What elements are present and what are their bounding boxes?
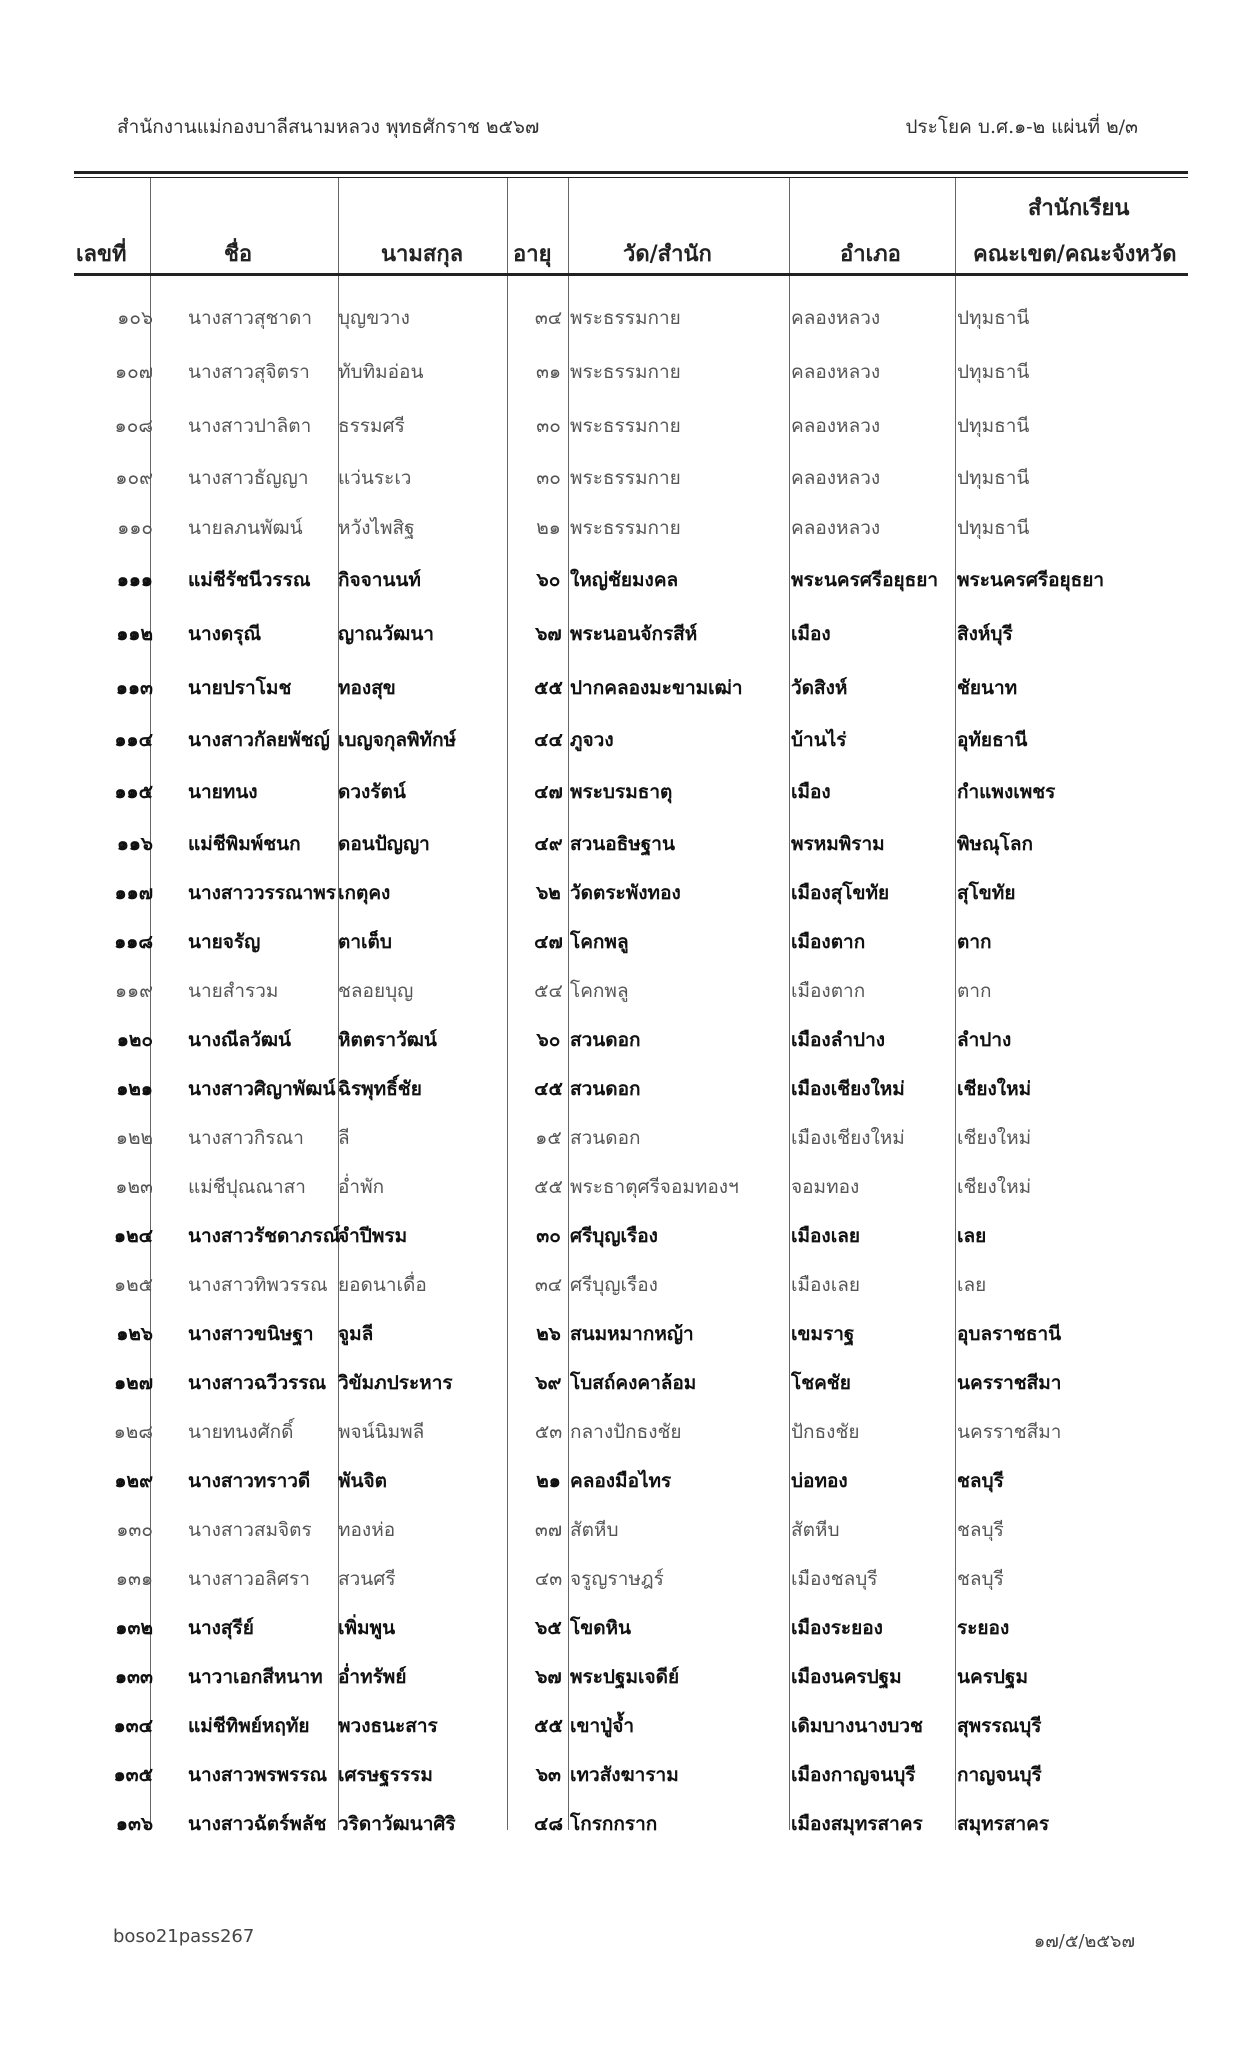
- row-province: สิงห์บุรี: [957, 623, 1013, 645]
- table-row: [74, 289, 1188, 338]
- row-name: นายปราโมช: [188, 677, 292, 699]
- row-number: ๑๒๕: [114, 1274, 153, 1296]
- row-district: วัดสิงห์: [791, 677, 848, 699]
- row-temple: กลางปักธงชัย: [570, 1421, 682, 1443]
- row-province: เชียงใหม่: [957, 1127, 1032, 1149]
- table-row: [74, 1060, 1188, 1109]
- column-header-temple: วัด/สำนัก: [623, 241, 712, 267]
- row-age: ๖๒: [536, 882, 561, 904]
- row-district: คลองหลวง: [791, 467, 881, 489]
- row-age: ๒๖: [536, 1323, 561, 1345]
- table-top-rule-thin: [74, 177, 1188, 178]
- row-surname: ทองห่อ: [338, 1519, 396, 1541]
- row-province: ชลบุรี: [957, 1470, 1004, 1492]
- page-header-left: สำนักงานแม่กองบาลีสนามหลวง พุทธศักราช ๒๕๖๗: [117, 116, 540, 138]
- table-row: [74, 1403, 1188, 1452]
- row-number: ๑๓๔: [113, 1715, 153, 1737]
- row-number: ๑๒๖: [116, 1323, 153, 1345]
- row-name: นางสาวฉัตร์พลัช: [188, 1813, 327, 1835]
- row-province: เชียงใหม่: [957, 1078, 1032, 1100]
- row-district: เดิมบางนางบวช: [791, 1715, 923, 1737]
- row-age: ๓๐: [536, 467, 561, 489]
- row-province: เลย: [957, 1225, 987, 1247]
- row-name: นายสำรวม: [188, 980, 279, 1002]
- row-surname: ญาณวัฒนา: [338, 623, 434, 645]
- row-temple: ปากคลองมะขามเฒ่า: [570, 677, 743, 699]
- table-row: [74, 962, 1188, 1011]
- row-name: แม่ชีพิมพ์ชนก: [188, 833, 301, 855]
- row-district: เมืองตาก: [791, 931, 866, 953]
- table-row: [74, 1795, 1188, 1844]
- row-number: ๑๒๗: [114, 1372, 153, 1394]
- row-age: ๔๔: [534, 729, 563, 751]
- row-temple: วัดตระพังทอง: [570, 882, 681, 904]
- page-footer-left: boso21pass267: [113, 1926, 255, 1947]
- table-row: [74, 1305, 1188, 1354]
- row-age: ๖๙: [535, 1372, 562, 1394]
- row-district: บ้านไร่: [791, 729, 847, 751]
- row-district: บ่อทอง: [791, 1470, 848, 1492]
- table-row: [74, 1011, 1188, 1060]
- row-age: ๖๐: [536, 1029, 561, 1051]
- row-surname: เกตุคง: [338, 882, 391, 904]
- row-temple: สวนดอก: [570, 1127, 641, 1149]
- row-name: นางสาวขนิษฐา: [188, 1323, 314, 1345]
- row-name: นายจรัญ: [188, 931, 261, 953]
- table-row: [74, 1599, 1188, 1648]
- row-district: คลองหลวง: [791, 361, 881, 383]
- row-number: ๑๐๗: [115, 361, 153, 383]
- row-surname: พจน์นิมพลี: [338, 1421, 425, 1443]
- row-district: พระนครศรีอยุธยา: [791, 569, 939, 591]
- row-surname: ทองสุข: [338, 677, 396, 699]
- table-row: [74, 343, 1188, 392]
- row-province: นครราชสีมา: [957, 1372, 1062, 1394]
- row-name: นาวาเอกสีหนาท: [188, 1666, 323, 1688]
- row-age: ๔๓: [534, 1568, 563, 1590]
- row-province: ชลบุรี: [957, 1519, 1004, 1541]
- row-age: ๓๑: [535, 361, 562, 383]
- row-surname: ตาเต็บ: [338, 931, 392, 953]
- row-surname: ทับทิมอ่อน: [338, 361, 424, 383]
- row-name: นางสาวปาลิตา: [188, 415, 312, 437]
- row-province: อุบลราชธานี: [957, 1323, 1062, 1345]
- row-surname: ยอดนาเดื่อ: [338, 1274, 427, 1296]
- row-surname: ลี: [338, 1127, 350, 1149]
- row-surname: พวงธนะสาร: [338, 1715, 438, 1737]
- row-temple: พระธรรมกาย: [570, 361, 681, 383]
- table-row: [74, 1746, 1188, 1795]
- row-age: ๖๓: [535, 1764, 562, 1786]
- row-name: แม่ชีปุณณาสา: [188, 1176, 306, 1198]
- table-row: [74, 1207, 1188, 1256]
- row-number: ๑๐๖: [117, 307, 153, 329]
- row-province: ตาก: [957, 980, 992, 1002]
- row-name: นางสาวสุจิตรา: [188, 361, 310, 383]
- row-province: กำแพงเพชร: [957, 781, 1056, 803]
- row-number: ๑๐๙: [115, 467, 153, 489]
- row-number: ๑๑๘: [114, 931, 153, 953]
- row-name: นางสุรีย์: [188, 1617, 254, 1639]
- row-temple: จรูญราษฎร์: [570, 1568, 664, 1590]
- row-surname: จูมลี: [338, 1323, 374, 1345]
- row-name: แม่ชีรัชนีวรรณ: [188, 569, 311, 591]
- table-header-rule: [74, 273, 1188, 276]
- row-surname: ดอนปัญญา: [338, 833, 430, 855]
- row-district: พรหมพิราม: [791, 833, 885, 855]
- row-temple: พระธรรมกาย: [570, 517, 681, 539]
- row-number: ๑๑๖: [116, 833, 153, 855]
- row-surname: ดวงรัตน์: [338, 781, 406, 803]
- row-district: คลองหลวง: [791, 415, 881, 437]
- row-age: ๒๑: [536, 517, 561, 539]
- row-name: นางสาววรรณาพร: [188, 882, 336, 904]
- row-province: ลำปาง: [957, 1029, 1012, 1051]
- row-district: เมืองเชียงใหม่: [791, 1078, 905, 1100]
- row-temple: พระบรมธาตุ: [570, 781, 673, 803]
- row-name: นายทนงศักดิ์: [188, 1421, 294, 1443]
- row-province: ปทุมธานี: [957, 517, 1030, 539]
- row-age: ๕๔: [534, 980, 563, 1002]
- row-province: พระนครศรีอยุธยา: [957, 569, 1105, 591]
- row-number: ๑๓๐: [116, 1519, 153, 1541]
- row-district: เมืองเลย: [791, 1225, 860, 1247]
- table-row: [74, 449, 1188, 498]
- row-age: ๕๕: [534, 677, 563, 699]
- table-row: [74, 864, 1188, 913]
- row-district: สัตหีบ: [791, 1519, 840, 1541]
- row-name: นางสาวอลิศรา: [188, 1568, 310, 1590]
- row-age: ๓๐: [536, 1225, 561, 1247]
- row-temple: ศรีบุญเรือง: [570, 1274, 658, 1296]
- row-surname: วริดาวัฒนาศิริ: [338, 1813, 456, 1835]
- row-province: พิษณุโลก: [957, 833, 1034, 855]
- row-temple: สวนอธิษฐาน: [570, 833, 675, 855]
- row-province: สุโขทัย: [957, 882, 1016, 904]
- row-temple: ใหญ่ชัยมงคล: [570, 569, 679, 591]
- row-number: ๑๓๒: [115, 1617, 153, 1639]
- row-surname: อ่ำพัก: [338, 1176, 385, 1198]
- table-top-rule: [74, 171, 1188, 174]
- row-district: เมือง: [791, 623, 831, 645]
- row-province: ระยอง: [957, 1617, 1010, 1639]
- row-surname: สวนศรี: [338, 1568, 396, 1590]
- row-number: ๑๒๙: [114, 1470, 153, 1492]
- row-name: นางสาวรัชดาภรณ์: [188, 1225, 341, 1247]
- row-district: จอมทอง: [791, 1176, 860, 1198]
- row-number: ๑๑๑: [116, 569, 153, 591]
- row-district: คลองหลวง: [791, 517, 881, 539]
- row-age: ๑๕: [535, 1127, 562, 1149]
- row-age: ๓๔: [534, 1274, 563, 1296]
- row-temple: พระนอนจักรสีห์: [570, 623, 698, 645]
- row-surname: วิขัมภประหาร: [338, 1372, 453, 1394]
- row-surname: เพิ่มพูน: [338, 1617, 396, 1639]
- row-name: นายลภนพัฒน์: [188, 517, 303, 539]
- row-age: ๔๗: [534, 781, 563, 803]
- row-province: ปทุมธานี: [957, 307, 1030, 329]
- row-number: ๑๒๓: [115, 1176, 153, 1198]
- row-temple: โคกพลู: [570, 980, 629, 1002]
- table-row: [74, 763, 1188, 812]
- row-number: ๑๐๘: [114, 415, 153, 437]
- row-temple: ภูจวง: [570, 729, 614, 751]
- row-province: ปทุมธานี: [957, 415, 1030, 437]
- row-name: นางดรุณี: [188, 623, 262, 645]
- page-footer-right: ๑๗/๕/๒๕๖๗: [1033, 1931, 1135, 1952]
- row-district: เมืองเชียงใหม่: [791, 1127, 905, 1149]
- row-surname: พันจิต: [338, 1470, 387, 1492]
- row-surname: ชลอยบุญ: [338, 980, 414, 1002]
- row-district: เมือง: [791, 781, 831, 803]
- row-temple: พระธรรมกาย: [570, 415, 681, 437]
- row-age: ๒๑: [536, 1470, 561, 1492]
- row-age: ๓๗: [534, 1519, 563, 1541]
- table-row: [74, 397, 1188, 446]
- column-header-surname: นามสกุล: [381, 241, 464, 267]
- row-district: เมืองชลบุรี: [791, 1568, 878, 1590]
- row-surname: เศรษฐรรรม: [338, 1764, 433, 1786]
- row-province: ตาก: [957, 931, 992, 953]
- row-temple: สัตหีบ: [570, 1519, 619, 1541]
- table-row: [74, 1158, 1188, 1207]
- row-province: ปทุมธานี: [957, 361, 1030, 383]
- row-age: ๖๐: [536, 569, 561, 591]
- column-header-no: เลขที่: [76, 241, 127, 267]
- table-row: [74, 605, 1188, 654]
- row-age: ๖๗: [535, 1666, 562, 1688]
- row-temple: สนมหมากหญ้า: [570, 1323, 694, 1345]
- column-header-province: คณะเขต/คณะจังหวัด: [973, 241, 1177, 267]
- row-name: นางสาวทราวดี: [188, 1470, 311, 1492]
- row-number: ๑๒๐: [116, 1029, 153, 1051]
- row-name: นางสาวฉวีวรรณ: [188, 1372, 327, 1394]
- table-row: [74, 913, 1188, 962]
- column-header-name: ชื่อ: [224, 241, 253, 267]
- row-age: ๔๙: [534, 833, 563, 855]
- row-surname: ฉิรพุทธิ์ชัย: [338, 1078, 422, 1100]
- row-age: ๔๘: [533, 1813, 564, 1835]
- column-header-school: สำนักเรียน: [1028, 195, 1130, 221]
- row-surname: ธรรมศรี: [338, 415, 405, 437]
- row-district: เขมราฐ: [791, 1323, 855, 1345]
- row-number: ๑๓๓: [114, 1666, 153, 1688]
- row-province: สมุทรสาคร: [957, 1813, 1050, 1835]
- row-surname: แว่นระเว: [338, 467, 412, 489]
- row-province: เชียงใหม่: [957, 1176, 1032, 1198]
- row-district: ปักธงชัย: [791, 1421, 860, 1443]
- row-number: ๑๒๑: [116, 1078, 153, 1100]
- row-name: นางสาวทิพวรรณ: [188, 1274, 328, 1296]
- row-number: ๑๒๒: [115, 1127, 153, 1149]
- row-surname: จำปีพรม: [338, 1225, 408, 1247]
- row-age: ๕๕: [534, 1715, 563, 1737]
- row-province: ชัยนาท: [957, 677, 1018, 699]
- table-row: [74, 1256, 1188, 1305]
- table-row: [74, 1550, 1188, 1599]
- row-age: ๖๗: [535, 623, 562, 645]
- row-age: ๕๕: [534, 1176, 563, 1198]
- row-temple: โขดหิน: [570, 1617, 632, 1639]
- row-district: เมืองกาญจนบุรี: [791, 1764, 916, 1786]
- row-number: ๑๒๔: [114, 1225, 153, 1247]
- table-row: [74, 1501, 1188, 1550]
- row-province: ชลบุรี: [957, 1568, 1004, 1590]
- row-district: เมืองลำปาง: [791, 1029, 886, 1051]
- row-name: แม่ชีทิพย์หฤทัย: [188, 1715, 310, 1737]
- row-surname: บุญขวาง: [338, 307, 410, 329]
- row-temple: โกรกกราก: [570, 1813, 658, 1835]
- row-name: นางสาวสุชาดา: [188, 307, 313, 329]
- row-number: ๑๑๗: [114, 882, 153, 904]
- row-province: อุทัยธานี: [957, 729, 1028, 751]
- row-number: ๑๓๕: [113, 1764, 153, 1786]
- row-province: สุพรรณบุรี: [957, 1715, 1042, 1737]
- row-surname: หวังไพสิฐ: [338, 517, 415, 539]
- row-name: นางสาวพรพรรณ: [188, 1764, 328, 1786]
- row-name: นางสาวธัญญา: [188, 467, 309, 489]
- row-temple: พระธรรมกาย: [570, 307, 681, 329]
- row-temple: พระปฐมเจดีย์: [570, 1666, 680, 1688]
- row-number: ๑๑๕: [114, 781, 153, 803]
- row-number: ๑๑๔: [114, 729, 153, 751]
- table-row: [74, 1109, 1188, 1158]
- row-temple: พระธาตุศรีจอมทองฯ: [570, 1176, 739, 1198]
- row-temple: โคกพลู: [570, 931, 629, 953]
- row-age: ๖๕: [535, 1617, 562, 1639]
- row-district: คลองหลวง: [791, 307, 881, 329]
- row-temple: สวนดอก: [570, 1029, 641, 1051]
- table-row: [74, 1648, 1188, 1697]
- row-district: เมืองตาก: [791, 980, 866, 1002]
- row-age: ๔๗: [534, 931, 563, 953]
- row-province: กาญจนบุรี: [957, 1764, 1042, 1786]
- row-number: ๑๑๒: [116, 623, 153, 645]
- table-row: [74, 1452, 1188, 1501]
- table-row: [74, 659, 1188, 708]
- page-header-right: ประโยค บ.ศ.๑-๒ แผ่นที่ ๒/๓: [905, 116, 1138, 138]
- row-name: นางสาวกัลยพัชญ์: [188, 729, 330, 751]
- table-row: [74, 1697, 1188, 1746]
- row-province: นครปฐม: [957, 1666, 1028, 1688]
- row-name: นางสาวศิญาพัฒน์: [188, 1078, 336, 1100]
- row-district: เมืองนครปฐม: [791, 1666, 902, 1688]
- row-district: เมืองสุโขทัย: [791, 882, 890, 904]
- row-district: เมืองระยอง: [791, 1617, 883, 1639]
- row-district: โชคชัย: [791, 1372, 851, 1394]
- row-temple: ศรีบุญเรือง: [570, 1225, 658, 1247]
- row-temple: คลองมือไทร: [570, 1470, 672, 1492]
- row-province: เลย: [957, 1274, 987, 1296]
- row-number: ๑๑๐: [117, 517, 153, 539]
- row-temple: เขาปู่จ้ำ: [570, 1715, 635, 1737]
- row-temple: พระธรรมกาย: [570, 467, 681, 489]
- row-surname: หิตตราวัฒน์: [338, 1029, 437, 1051]
- row-number: ๑๒๘: [113, 1421, 153, 1443]
- column-header-age: อายุ: [513, 241, 552, 267]
- table-row: [74, 711, 1188, 760]
- row-surname: กิจจานนท์: [338, 569, 421, 591]
- row-province: ปทุมธานี: [957, 467, 1030, 489]
- row-district: เมืองเลย: [791, 1274, 860, 1296]
- row-name: นายทนง: [188, 781, 258, 803]
- row-number: ๑๑๓: [115, 677, 153, 699]
- table-row: [74, 551, 1188, 600]
- row-surname: เบญจกุลพิทักษ์: [338, 729, 457, 751]
- row-temple: โบสถ์คงคาล้อม: [570, 1372, 697, 1394]
- row-surname: อ่ำทรัพย์: [338, 1666, 407, 1688]
- row-number: ๑๓๖: [115, 1813, 153, 1835]
- table-row: [74, 499, 1188, 548]
- row-district: เมืองสมุทรสาคร: [791, 1813, 923, 1835]
- row-age: ๕๓: [534, 1421, 563, 1443]
- row-temple: เทวสังฆาราม: [570, 1764, 679, 1786]
- row-name: นางสาวสมจิตร: [188, 1519, 312, 1541]
- row-number: ๑๑๙: [114, 980, 153, 1002]
- row-age: ๓๐: [536, 415, 561, 437]
- row-temple: สวนดอก: [570, 1078, 641, 1100]
- row-number: ๑๓๑: [115, 1568, 153, 1590]
- table-row: [74, 1354, 1188, 1403]
- row-age: ๔๕: [534, 1078, 563, 1100]
- row-province: นครราชสีมา: [957, 1421, 1062, 1443]
- row-age: ๓๔: [534, 307, 563, 329]
- column-header-district: อำเภอ: [840, 241, 901, 267]
- row-name: นางณีลวัฒน์: [188, 1029, 292, 1051]
- row-name: นางสาวกิรณา: [188, 1127, 304, 1149]
- table-row: [74, 815, 1188, 864]
